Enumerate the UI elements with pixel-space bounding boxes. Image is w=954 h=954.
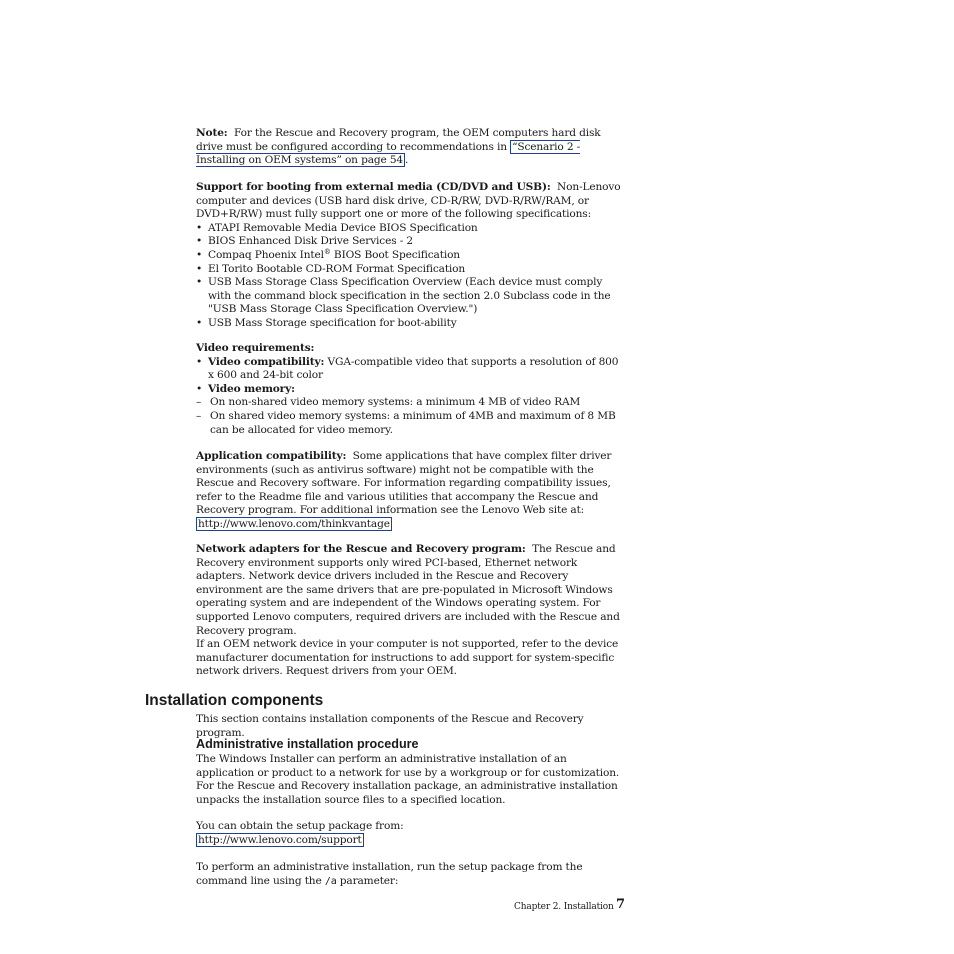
admin-install-heading: Administrative installation procedure [196, 737, 419, 751]
perform-text: To perform an administrative installation, run the setup package from the command line using the [196, 861, 583, 887]
list-item [196, 383, 626, 437]
perform-paragraph [196, 861, 626, 888]
installation-components-heading: Installation components [145, 692, 324, 709]
list-item: • BIOS Enhanced Disk Drive Services - 2 [196, 235, 626, 249]
video-list [196, 356, 626, 438]
video-compat-label: Video compatibility: [208, 355, 325, 368]
list-item: • USB Mass Storage Class Specification Overview (Each device must comply with the command block specification in the section 2.0 Subclass code in the "USB Mass Storage Class Specification Overview.") [196, 276, 626, 317]
video-memory-list [196, 396, 626, 437]
booting-label: Support for booting from external media (CD/DVD and USB): [196, 181, 551, 193]
list-item-text: Compaq Phoenix Intel [208, 248, 324, 261]
list-item [196, 356, 626, 383]
video-compat-text: VGA-compatible video that supports a resolution of 800 x 600 and 24-bit color [208, 355, 619, 382]
list-item: • El Torito Bootable CD-ROM Format Specification [196, 263, 626, 277]
note-paragraph [196, 127, 626, 168]
network-paragraph [196, 543, 626, 638]
oem-network-text: If an OEM network device in your computer is not supported, refer to the device manufacturer documentation for instructions to add support for system-specific network drivers. Request drivers from your OEM. [196, 638, 619, 678]
page-number: 7 [616, 897, 625, 912]
admin-paragraph [196, 753, 626, 807]
network-label: Network adapters for the Rescue and Recovery program: [196, 543, 526, 555]
support-link[interactable]: http://www.lenovo.com/support [198, 833, 362, 846]
video-memory-label: Video memory: [208, 382, 295, 395]
app-compat-paragraph [196, 450, 626, 532]
admin-text: The Windows Installer can perform an administrative installation of an application or product to a network for use by a workgroup or for customization. For the Rescue and Recovery installation package, an administrative installation unpacks the installation source files to a specified location. [196, 753, 620, 806]
list-item: • ATAPI Removable Media Device BIOS Specification [196, 222, 626, 236]
video-section [196, 342, 626, 437]
scenario-2-link[interactable]: “Scenario 2 - Installing on OEM systems” on page 54 [196, 140, 581, 167]
note-end: . [405, 154, 409, 167]
obtain-paragraph [196, 820, 626, 847]
perform-end: parameter: [339, 874, 399, 887]
list-item: – On non-shared video memory systems: a minimum 4 MB of video RAM [196, 396, 626, 410]
footer-chapter: Chapter 2. Installation [514, 902, 614, 912]
network-text: The Rescue and Recovery environment supports only wired PCI-based, Ethernet network adapters. Network device drivers included in the Rescue and Recovery environment are the same drivers that are pre-populated in Microsoft Windows operating system and are independent of the Windows operating system. For supported Lenovo computers, required drivers are included with the Rescue and Recovery program. [196, 543, 620, 637]
note-label: Note: [196, 127, 228, 139]
video-heading: Video requirements: [196, 342, 315, 354]
registered-mark: ® [323, 247, 331, 256]
list-item [196, 249, 626, 263]
app-label: Application compatibility: [196, 450, 347, 462]
list-item: – On shared video memory systems: a minimum of 4MB and maximum of 8 MB can be allocated for video memory. [196, 410, 626, 437]
install-intro-text: This section contains installation components of the Rescue and Recovery program. [196, 713, 584, 739]
booting-text: Non-Lenovo computer and devices (USB hard disk drive, CD-R/RW, DVD-R/RW/RAM, or DVD+R/RW) must fully support one or more of the following specifications: [196, 181, 621, 221]
thinkvantage-link[interactable]: http://www.lenovo.com/thinkvantage [198, 517, 390, 530]
obtain-text: You can obtain the setup package from: [196, 820, 404, 832]
booting-spec-list [196, 222, 626, 331]
list-item: • USB Mass Storage specification for boot-ability [196, 317, 626, 331]
param-code: /a [324, 875, 337, 887]
note-text: For the Rescue and Recovery program, the OEM computers hard disk drive must be configured according to recommendations in [196, 127, 601, 153]
oem-network-paragraph [196, 638, 626, 679]
list-item-suffix: BIOS Boot Specification [330, 248, 460, 261]
app-text: Some applications that have complex filter driver environments (such as antivirus software) might not be compatible with the Rescue and Recovery software. For information regarding compatibility issues, refer to the Readme file and various utilities that accompany the Rescue and Recovery program. For additional information see the Lenovo Web site at: [196, 450, 612, 517]
booting-section [196, 181, 626, 331]
